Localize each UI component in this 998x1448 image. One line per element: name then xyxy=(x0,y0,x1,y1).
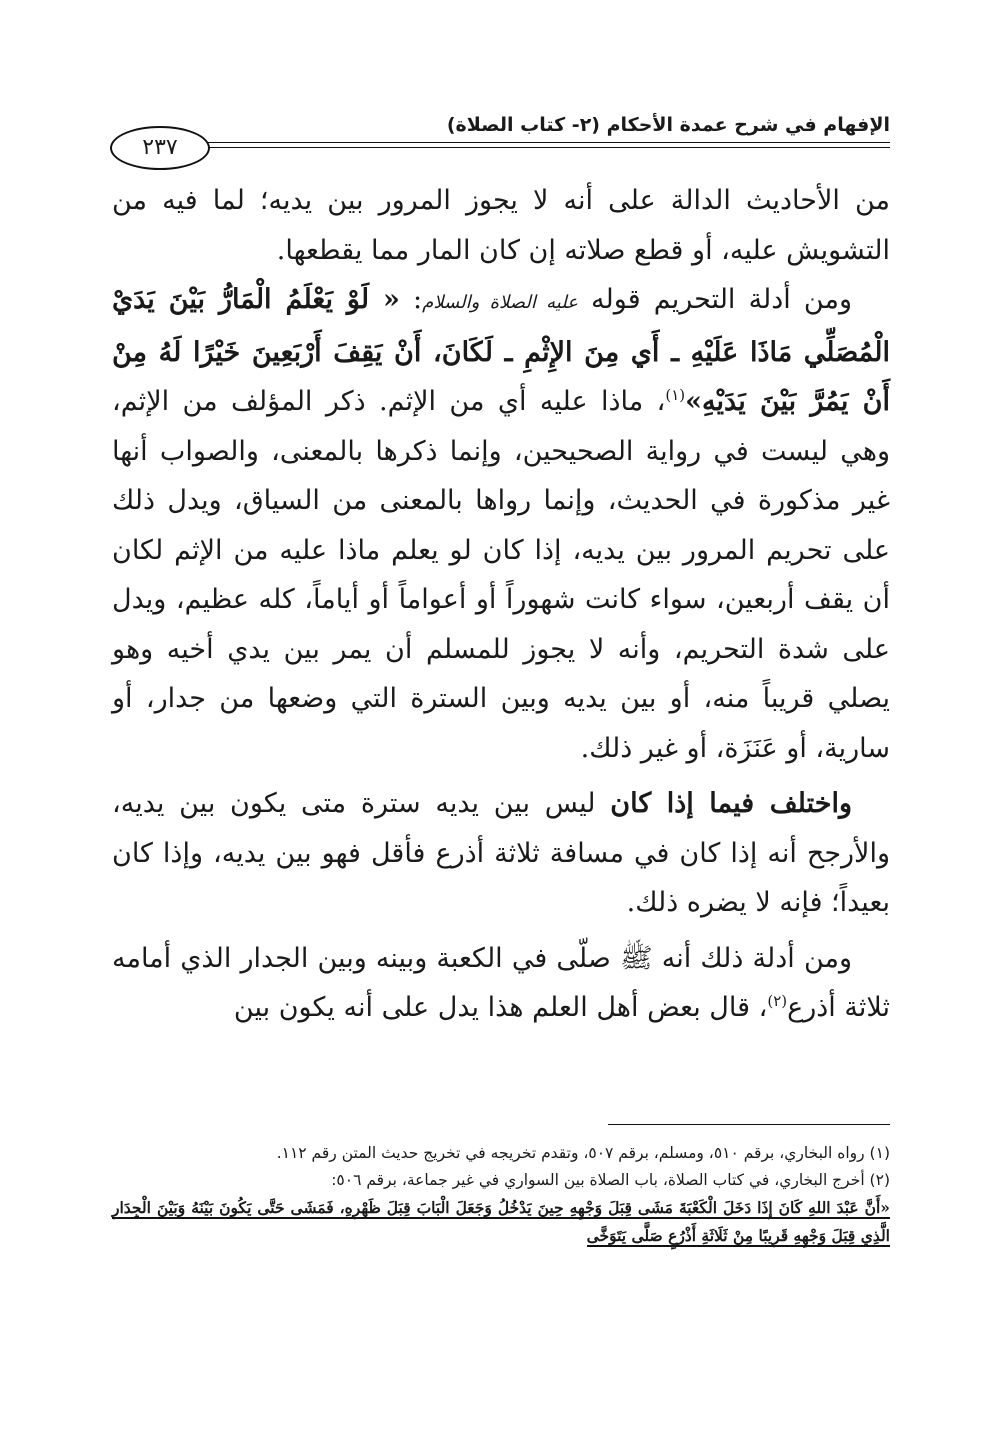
header-rule-double xyxy=(205,147,890,148)
footnote-ref-1[interactable]: (١) xyxy=(665,386,686,404)
footnote-ref-2[interactable]: (٢) xyxy=(767,992,788,1010)
salutation: عليه الصلاة والسلام xyxy=(422,292,578,313)
footnote-1: (١) رواه البخاري، برقم ٥١٠، ومسلم، برقم ٥٠٧، وتقدم تخريجه في تخريج حديث المتن رقم ١١٢. xyxy=(276,1144,890,1162)
p2-rest: ، ماذا عليه أي من الإثم. ذكر المؤلف من الإثم، وهي ليست في رواية الصحيحين، وإنما ذكرها بالمعنى، والصواب أنها غير مذكورة في الحديث، وإنما رواها بالمعنى من السياق، ويدل ذلك على تحريم المرور بين يديه، إذا كان لو يعلم ماذا عليه من الإثم لكان أن يقف أربعين، سواء كانت شهوراً أو أعواماً أو أياماً، كله عظيم، ويدل على شدة التحريم، وأنه لا يجوز للمسلم أن يمر بين يدي أخيه وهو يصلي قريباً منه، أو بين يديه وبين السترة التي وضعها من جدار، أو سارية، أو عَنَزَة، أو غير ذلك. xyxy=(112,386,890,764)
footnote-2-quote: «أَنَّ عَبْدَ اللهِ كَانَ إِذَا دَخَلَ الْكَعْبَةَ مَشَى قِبَلَ وَجْهِهِ حِينَ يَدْخُلُ وَجَعَلَ الْبَابَ قِبَلَ ظَهْرِهِ، فَمَشَى حَتَّى يَكُونَ بَيْنَهُ وَبَيْنَ الْجِدَارِ الَّذِي قِبَلَ وَجْهِهِ قَرِيبًا مِنْ ثَلَاثَةِ أَذْرُعٍ صَلَّى يَتَوَخَّى xyxy=(112,1198,890,1245)
p3-rest: ليس بين يديه سترة متى يكون بين يديه، والأرجح أنه إذا كان في مسافة ثلاثة أذرع فأقل فهو بين يديه، وإذا كان بعيداً؛ فإنه لا يضره ذلك. xyxy=(112,788,890,918)
p4-c: ، قال بعض أهل العلم هذا يدل على أنه يكون بين xyxy=(233,992,768,1023)
header-rule xyxy=(205,142,890,143)
p2-intro: ومن أدلة التحريم قوله xyxy=(591,284,852,315)
main-text xyxy=(112,176,890,1033)
paragraph-4 xyxy=(112,934,890,1033)
p4-b: صلّى في الكعبة وبينه وبين الجدار الذي أمامه ثلاثة أذرع xyxy=(112,942,890,1023)
paragraph-2: ومن أدلة التحريم قوله عليه الصلاة والسلام: « لَوْ يَعْلَمُ الْمَارُّ بَيْنَ يَدَيْ الْمُصَلِّي مَاذَا عَلَيْهِ ـ أَي مِنَ الإِثْمِ ـ لَكَانَ، أَنْ يَقِفَ أَرْبَعِينَ خَيْرًا لَهُ مِنْ أَنْ يَمُرَّ بَيْنَ يَدَيْهِ»$^{(١)}$، ماذا عليه أي من الإثم. ذكر المؤلف من الإثم، وهي ليست في رواية الصحيحين، وإنما ذكرها بالمعنى، والصواب أنها غير مذكورة في الحديث، وإنما رواها بالمعنى من السياق، ويدل ذلك على تحريم المرور بين يديه، إذا كان لو يعلم ماذا عليه من الإثم لكان أن يقف أربعين، سواء كانت شهوراً أو أعواماً أو أياماً، كله عظيم، ويدل على شدة التحريم، وأنه لا يجوز للمسلم أن يمر بين يدي أخيه وهو يصلي قريباً منه، أو بين يديه وبين السترة التي وضعها من جدار، أو سارية، أو عَنَزَة، أو غير ذلك. xyxy=(112,284,890,764)
page-number: ٢٣٧ xyxy=(110,126,210,170)
p3-bold: واختلف فيما إذا كان xyxy=(610,788,852,819)
paragraph-1: من الأحاديث الدالة على أنه لا يجوز المرور بين يديه؛ لما فيه من التشويش عليه، أو قطع صلاته إن كان المار مما يقطعها. xyxy=(112,185,890,266)
running-title: الإفهام في شرح عمدة الأحكام (٢- كتاب الصلاة) xyxy=(446,114,890,136)
footnote-separator xyxy=(608,1124,890,1125)
salawat-symbol: ﷺ xyxy=(619,942,653,974)
hadith-quote: « لَوْ يَعْلَمُ الْمَارُّ بَيْنَ يَدَيْ الْمُصَلِّي مَاذَا عَلَيْهِ ـ أَي مِنَ الإِثْمِ ـ لَكَانَ، أَنْ يَقِفَ أَرْبَعِينَ خَيْرًا لَهُ مِنْ أَنْ يَمُرَّ بَيْنَ يَدَيْهِ» xyxy=(112,284,890,417)
paragraph-3 xyxy=(112,779,890,928)
footnote-2-head: (٢) أخرج البخاري، في كتاب الصلاة، باب الصلاة بين السواري في غير جماعة، برقم ٥٠٦: xyxy=(331,1171,890,1189)
page-header xyxy=(110,108,890,158)
footnote-2-quote-wrap xyxy=(112,1194,890,1250)
footnotes xyxy=(112,1140,890,1250)
p4-a: ومن أدلة ذلك أنه xyxy=(661,942,852,974)
